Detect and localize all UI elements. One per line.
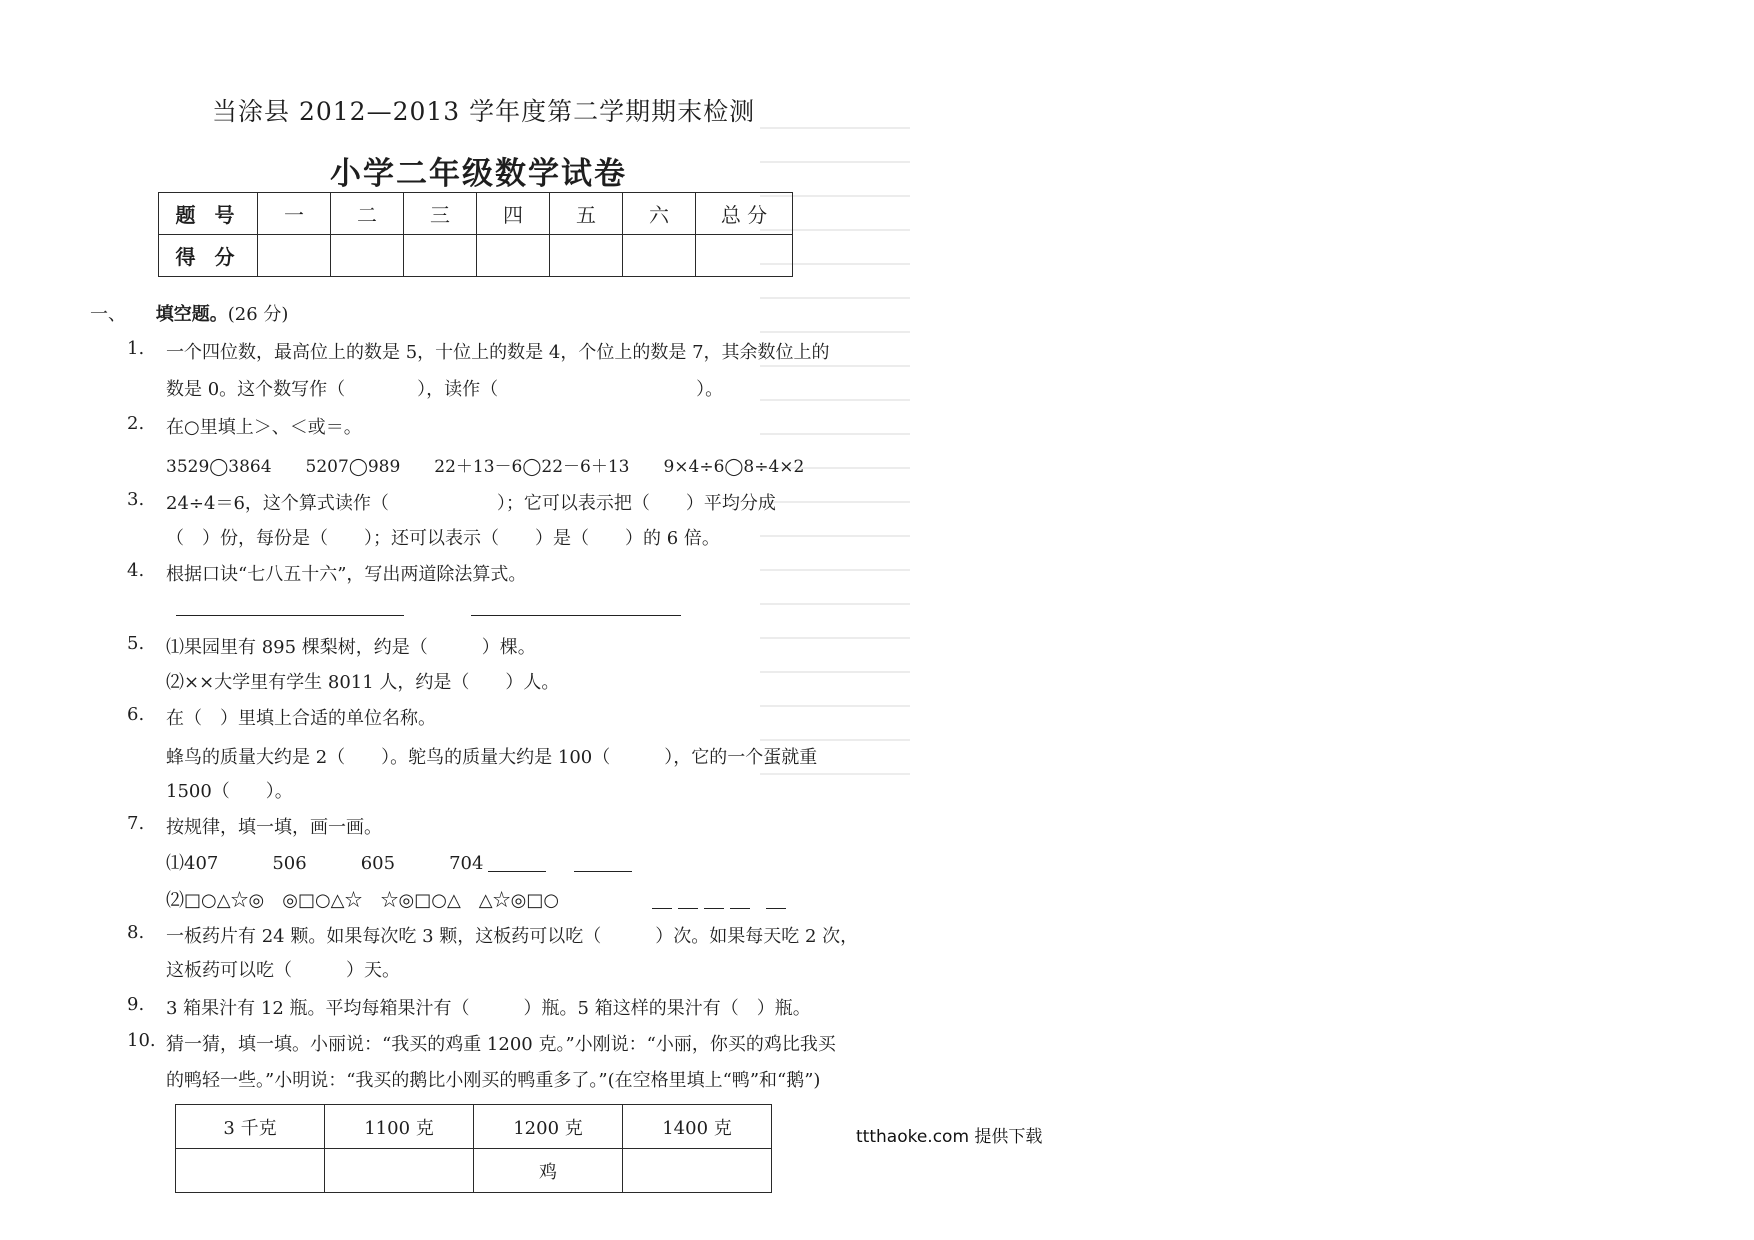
answer-line[interactable]: [766, 908, 786, 909]
question-10-line-2: 的鸭轻一些。”小明说：“我买的鹅比小刚买的鸭重多了。”(在空格里填上“鸭”和“鹅”): [166, 1070, 821, 1091]
question-number: 2.: [127, 413, 145, 434]
score-cell-total[interactable]: [696, 235, 793, 277]
question-number: 10.: [127, 1030, 156, 1051]
question-number: 1.: [127, 338, 145, 359]
question-number: 9.: [127, 994, 145, 1015]
weight-cell: 3 千克: [176, 1105, 325, 1149]
weights-header-row: [176, 1105, 772, 1149]
weights-table: [175, 1104, 772, 1193]
question-8-line-2: 这板药可以吃（ ）天。: [166, 960, 400, 981]
score-cell[interactable]: [477, 235, 550, 277]
section-1-label: 一、: [90, 304, 126, 325]
question-8-line-1: 一板药片有 24 颗。如果每次吃 3 颗，这板药可以吃（ ）次。如果每天吃 2 次，: [166, 926, 859, 947]
score-col-5: 五: [550, 193, 623, 235]
question-1-line-1: 一个四位数，最高位上的数是 5，十位上的数是 4，个位上的数是 7，其余数位上的: [166, 342, 830, 363]
question-1-line-2: 数是 0。这个数写作（ ），读作（ ）。: [166, 379, 724, 400]
question-9-line-1: 3 箱果汁有 12 瓶。平均每箱果汁有（ ）瓶。5 箱这样的果汁有（ ）瓶。: [166, 998, 811, 1019]
score-values-row: [159, 235, 793, 277]
score-col-3: 三: [404, 193, 477, 235]
question-3-line-2: （ ）份，每份是（ ）；还可以表示（ ）是（ ）的 6 倍。: [166, 528, 720, 549]
score-col-4: 四: [477, 193, 550, 235]
score-cell[interactable]: [404, 235, 477, 277]
section-1-title: 填空题。: [155, 304, 228, 325]
score-table: [158, 192, 793, 277]
animal-answer-cell: 鸡: [474, 1149, 623, 1193]
question-2-comparisons: 3529◯3864 5207◯989 22＋13－6◯22－6＋13 9×4÷6◯8÷4×2: [166, 457, 805, 477]
answer-line[interactable]: [652, 908, 672, 909]
score-col-total: 总 分: [696, 193, 793, 235]
question-number: 8.: [127, 922, 145, 943]
animal-answer-cell[interactable]: [325, 1149, 474, 1193]
score-col-1: 一: [258, 193, 331, 235]
answer-line[interactable]: [574, 871, 632, 872]
animal-answer-cell[interactable]: [623, 1149, 772, 1193]
question-2-line-1: 在○里填上＞、＜或＝。: [166, 417, 362, 438]
weight-cell: 1400 克: [623, 1105, 772, 1149]
weight-cell: 1100 克: [325, 1105, 474, 1149]
score-header-row: [159, 193, 793, 235]
question-4-line-1: 根据口诀“七八五十六”，写出两道除法算式。: [166, 564, 527, 585]
question-7-sequence-1: ⑴407 506 605 704: [166, 853, 484, 874]
question-6-line-1: 在（ ）里填上合适的单位名称。: [166, 708, 436, 729]
answer-line[interactable]: [730, 908, 750, 909]
question-6-line-3: 1500（ ）。: [166, 781, 293, 802]
question-10-line-1: 猜一猜，填一填。小丽说：“我买的鸡重 1200 克。”小刚说：“小丽，你买的鸡比我买: [166, 1034, 836, 1055]
weight-cell: 1200 克: [474, 1105, 623, 1149]
score-col-2: 二: [331, 193, 404, 235]
question-6-line-2: 蜂鸟的质量大约是 2（ ）。鸵鸟的质量大约是 100（ ），它的一个蛋就重: [166, 747, 818, 768]
question-number: 5.: [127, 633, 145, 654]
answer-line[interactable]: [488, 871, 546, 872]
watermark-text: ttthaoke.com 提供下载: [856, 1127, 1043, 1147]
score-row-label: 得 分: [159, 235, 258, 277]
question-number: 3.: [127, 489, 145, 510]
weights-answer-row: [176, 1149, 772, 1193]
question-number: 6.: [127, 704, 145, 725]
score-cell[interactable]: [258, 235, 331, 277]
answer-line[interactable]: [704, 908, 724, 909]
score-cell[interactable]: [550, 235, 623, 277]
question-7-line-1: 按规律，填一填，画一画。: [166, 817, 382, 838]
section-1-heading: [90, 300, 288, 326]
score-cell[interactable]: [331, 235, 404, 277]
animal-answer-cell[interactable]: [176, 1149, 325, 1193]
score-header-label: 题 号: [159, 193, 258, 235]
section-1-points: (26 分): [227, 304, 289, 325]
exam-subtitle: 小学二年级数学试卷: [330, 156, 627, 192]
question-7-sequence-2: ⑵□○△☆◎ ◎□○△☆ ☆◎□○△ △☆◎□○: [166, 890, 560, 911]
answer-line[interactable]: [176, 615, 404, 616]
question-5-line-1: ⑴果园里有 895 棵梨树，约是（ ）棵。: [166, 637, 536, 658]
answer-line[interactable]: [678, 908, 698, 909]
question-5-line-2: ⑵××大学里有学生 8011 人，约是（ ）人。: [166, 672, 560, 693]
question-number: 7.: [127, 813, 145, 834]
score-cell[interactable]: [623, 235, 696, 277]
question-number: 4.: [127, 560, 145, 581]
question-3-line-1: 24÷4＝6，这个算式读作（ ）；它可以表示把（ ）平均分成: [166, 493, 776, 514]
answer-line[interactable]: [471, 615, 681, 616]
exam-title: 当涂县 2012—2013 学年度第二学期期末检测: [212, 97, 756, 126]
score-col-6: 六: [623, 193, 696, 235]
